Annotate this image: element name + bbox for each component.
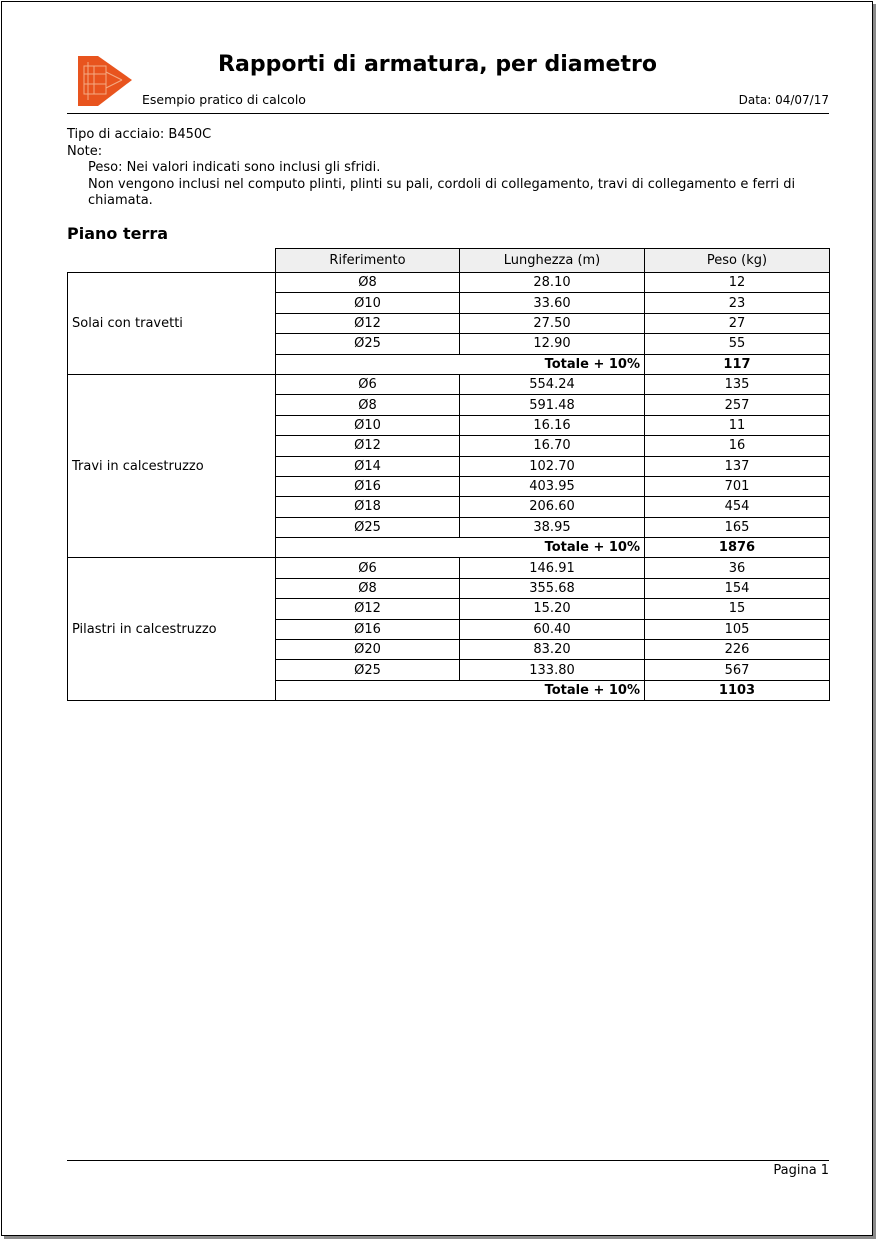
cell-weight: 226 — [645, 640, 830, 660]
cell-reference: Ø8 — [276, 395, 460, 415]
cell-length: 28.10 — [460, 273, 645, 293]
cell-length: 60.40 — [460, 619, 645, 639]
report-subtitle: Esempio pratico di calcolo — [142, 92, 306, 107]
cell-reference: Ø8 — [276, 273, 460, 293]
notes-label: Note: — [67, 143, 103, 159]
cell-reference: Ø6 — [276, 558, 460, 578]
cell-weight: 23 — [645, 293, 830, 313]
cell-reference: Ø16 — [276, 619, 460, 639]
total-label: Totale + 10% — [276, 538, 645, 558]
cell-length: 146.91 — [460, 558, 645, 578]
report-date: Data: 04/07/17 — [738, 93, 829, 107]
cell-weight: 55 — [645, 334, 830, 354]
table-row — [68, 558, 830, 578]
cell-reference: Ø10 — [276, 415, 460, 435]
cell-weight: 36 — [645, 558, 830, 578]
cell-reference: Ø14 — [276, 456, 460, 476]
cell-weight: 12 — [645, 273, 830, 293]
cell-reference: Ø20 — [276, 640, 460, 660]
cell-length: 16.70 — [460, 436, 645, 456]
cell-weight: 137 — [645, 456, 830, 476]
table-row — [68, 374, 830, 394]
cell-weight: 105 — [645, 619, 830, 639]
cell-length: 591.48 — [460, 395, 645, 415]
cell-length: 15.20 — [460, 599, 645, 619]
page-label: Pagina — [773, 1163, 817, 1178]
cell-weight: 11 — [645, 415, 830, 435]
column-header-length: Lunghezza (m) — [460, 249, 645, 273]
cell-reference: Ø12 — [276, 436, 460, 456]
table-row — [68, 273, 830, 293]
cell-weight: 135 — [645, 374, 830, 394]
page-number-value: 1 — [820, 1163, 829, 1178]
cell-weight: 27 — [645, 313, 830, 333]
section-title: Piano terra — [67, 224, 169, 243]
page-number — [773, 1163, 829, 1178]
cell-weight: 165 — [645, 517, 830, 537]
cell-length: 102.70 — [460, 456, 645, 476]
group-label: Pilastri in calcestruzzo — [68, 558, 276, 701]
total-value: 117 — [645, 354, 830, 374]
cell-weight: 154 — [645, 578, 830, 598]
total-label: Totale + 10% — [276, 680, 645, 700]
footer-divider — [67, 1160, 829, 1161]
cell-length: 33.60 — [460, 293, 645, 313]
cell-reference: Ø12 — [276, 313, 460, 333]
cell-length: 27.50 — [460, 313, 645, 333]
cell-reference: Ø18 — [276, 497, 460, 517]
cell-weight: 454 — [645, 497, 830, 517]
report-title: Rapporti di armatura, per diametro — [218, 52, 657, 77]
cell-weight: 15 — [645, 599, 830, 619]
header-blank-cell — [68, 249, 276, 273]
cell-length: 554.24 — [460, 374, 645, 394]
group-label: Solai con travetti — [68, 273, 276, 375]
total-label: Totale + 10% — [276, 354, 645, 374]
cell-weight: 701 — [645, 476, 830, 496]
note-weight: Peso: Nei valori indicati sono inclusi gli sfridi. — [88, 160, 381, 175]
column-header-reference: Riferimento — [276, 249, 460, 273]
cell-length: 206.60 — [460, 497, 645, 517]
total-value: 1876 — [645, 538, 830, 558]
cell-length: 355.68 — [460, 578, 645, 598]
cell-reference: Ø12 — [276, 599, 460, 619]
table-header-row — [68, 249, 830, 273]
cell-length: 133.80 — [460, 660, 645, 680]
cell-reference: Ø16 — [276, 476, 460, 496]
cell-weight: 257 — [645, 395, 830, 415]
reinforcement-table — [67, 248, 830, 701]
cell-reference: Ø10 — [276, 293, 460, 313]
cell-reference: Ø25 — [276, 334, 460, 354]
total-value: 1103 — [645, 680, 830, 700]
cell-length: 12.90 — [460, 334, 645, 354]
table-body — [68, 273, 830, 701]
cell-length: 38.95 — [460, 517, 645, 537]
cell-weight: 567 — [645, 660, 830, 680]
cell-length: 16.16 — [460, 415, 645, 435]
cell-reference: Ø8 — [276, 578, 460, 598]
report-meta — [67, 127, 827, 210]
header-divider — [67, 113, 829, 114]
cell-length: 403.95 — [460, 476, 645, 496]
company-logo-icon — [74, 54, 134, 108]
group-label: Travi in calcestruzzo — [68, 374, 276, 558]
cell-reference: Ø25 — [276, 517, 460, 537]
cell-reference: Ø6 — [276, 374, 460, 394]
cell-weight: 16 — [645, 436, 830, 456]
cell-reference: Ø25 — [276, 660, 460, 680]
cell-length: 83.20 — [460, 640, 645, 660]
steel-type: Tipo di acciaio: B450C — [67, 127, 212, 142]
note-exclusions: Non vengono inclusi nel computo plinti, plinti su pali, cordoli di collegamento, travi di collegamento e ferri di chiamata. — [88, 176, 796, 208]
column-header-weight: Peso (kg) — [645, 249, 830, 273]
